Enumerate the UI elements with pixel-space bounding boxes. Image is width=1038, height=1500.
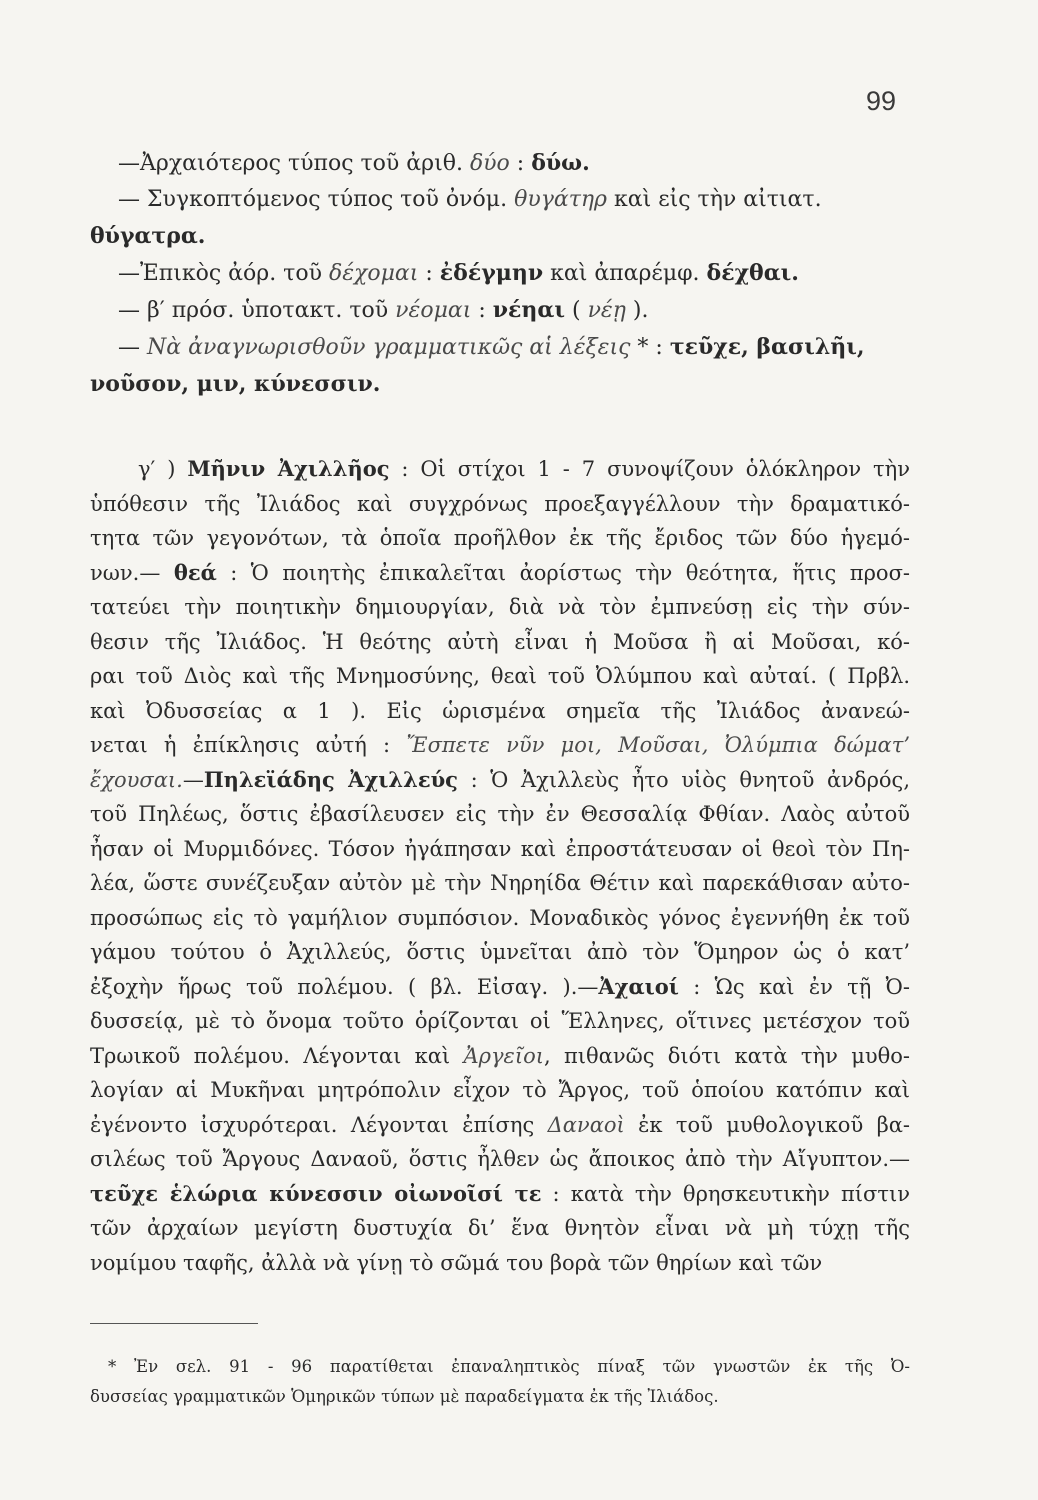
bold-term: νοῦσον, μιν, κύνεσσιν. xyxy=(90,371,381,397)
text-run: τοῦ Πηλέως, ὅστις ἐβασίλευσεν εἰς τὴν ἐν Θεσσαλίᾳ Φθίαν. Λαὸς αὐτοῦ xyxy=(90,802,910,826)
footnote-line: δυσσείας γραμματικῶν Ὁμηρικῶν τύπων μὲ παραδείγματα ἐκ τῆς Ἰλιάδος. xyxy=(90,1387,719,1406)
italic-text: θυγάτηρ xyxy=(514,187,607,212)
text-run: καὶ Ὀδυσσείας α 1 ). Εἰς ὡρισμένα σημεῖα τῆς Ἰλιάδος ἀνανεώ- xyxy=(90,698,910,723)
text-line xyxy=(90,1246,910,1281)
text-line xyxy=(90,694,910,729)
text-line xyxy=(90,1142,910,1177)
text-run: λέα, ὥστε συνέζευξαν αὐτὸν μὲ τὴν Νηρηίδα Θέτιν καὶ παρεκάθισαν αὐτο- xyxy=(90,871,910,895)
text-line xyxy=(90,452,910,487)
text-run: δυσσείᾳ, μὲ τὸ ὄνομα τοῦτο ὁρίζονται οἱ Ἕλληνες, οἵτινες μετέσχον τοῦ xyxy=(90,1009,910,1033)
text-run: νομίμου ταφῆς, ἀλλὰ νὰ γίνῃ τὸ σῶμά του βορὰ τῶν θηρίων καὶ τῶν xyxy=(90,1250,823,1275)
text-line xyxy=(90,625,910,660)
italic-text: νέομαι xyxy=(395,298,472,323)
text-line xyxy=(90,1073,910,1108)
bold-term: δύω. xyxy=(531,150,590,176)
bold-term: θύγατρα. xyxy=(90,223,206,249)
bold-term: τεῦχε ἑλώρια κύνεσσιν οἰωνοῖσί τε xyxy=(90,1180,542,1206)
text-run: τῶν ἀρχαίων μεγίστη δυστυχία δι’ ἕνα θνητὸν εἶναι νὰ μὴ τύχῃ τῆς xyxy=(90,1216,910,1240)
text-line xyxy=(90,366,910,403)
text-run: —Ἐπικὸς ἀόρ. τοῦ xyxy=(118,261,329,286)
text-run: : xyxy=(418,261,440,286)
text-line xyxy=(90,521,910,556)
text-line xyxy=(90,1177,910,1212)
text-line xyxy=(90,329,910,366)
bold-term: νέηαι xyxy=(492,297,565,323)
text-line xyxy=(90,935,910,970)
text-run: — β′ πρόσ. ὑποτακτ. τοῦ xyxy=(118,298,396,323)
text-run: — xyxy=(182,767,204,792)
bold-term: τεῦχε, βασιλῆι, xyxy=(669,334,865,360)
italic-text: δέχομαι xyxy=(328,261,419,286)
text-line xyxy=(90,145,910,182)
text-line xyxy=(90,218,910,255)
bold-term: ἐδέγμην xyxy=(439,260,544,286)
text-run: σιλέως τοῦ Ἄργους Δαναοῦ, ὅστις ἦλθεν ὡς ἄποικος ἀπὸ τὴν Αἴγυπτον.— xyxy=(90,1147,910,1171)
bold-term: θεά xyxy=(173,559,217,585)
text-line xyxy=(90,556,910,591)
text-line xyxy=(90,901,910,936)
text-run: γάμου τούτου ὁ Ἀχιλλεύς, ὅστις ὑμνεῖται ἀπὸ τὸν Ὅμηρον ὡς ὁ κατ’ xyxy=(90,940,910,964)
text-run: : Ὁ Ἀχιλλεὺς ἦτο υἱὸς θνητοῦ ἀνδρός, xyxy=(457,767,910,792)
text-line xyxy=(90,590,910,625)
text-line xyxy=(90,970,910,1005)
text-run: τητα τῶν γεγονότων, τὰ ὁποῖα προῆλθον ἐκ τῆς ἔριδος τῶν δύο ἡγεμό- xyxy=(90,526,910,550)
text-run: * : xyxy=(630,335,670,360)
text-run: νεται ἡ ἐπίκλησις αὐτή : xyxy=(90,733,407,757)
text-run: γ′ ) xyxy=(138,457,188,481)
footnote xyxy=(90,1352,910,1412)
text-run: : xyxy=(471,298,493,323)
text-run: ραι τοῦ Διὸς καὶ τῆς Μνημοσύνης, θεαὶ τοῦ Ὀλύμπου καὶ αὐταί. ( Πρβλ. xyxy=(90,664,910,688)
text-run: : Ὡς καὶ ἐν τῇ Ὀ- xyxy=(678,974,910,999)
text-line xyxy=(90,728,910,763)
text-run: Τρωικοῦ πολέμου. Λέγονται καὶ xyxy=(90,1043,464,1068)
text-line xyxy=(90,1108,910,1143)
text-run: ὑπόθεσιν τῆς Ἰλιάδος καὶ συγχρόνως προεξαγγέλλουν τὴν δραματικό- xyxy=(90,491,910,516)
italic-text: νέῃ xyxy=(587,298,626,323)
text-line xyxy=(90,1211,910,1246)
footnote-line: * Ἐν σελ. 91 - 96 παρατίθεται ἐπαναληπτικὸς πίναξ τῶν γνωστῶν ἐκ τῆς Ὀ- xyxy=(108,1357,910,1376)
text-line xyxy=(90,1004,910,1039)
text-line xyxy=(90,255,910,292)
text-run: τατεύει τὴν ποιητικὴν δημιουργίαν, διὰ νὰ τὸν ἐμπνεύσῃ εἰς τὴν σύν- xyxy=(90,595,910,619)
text-run: —Ἀρχαιότερος τύπος τοῦ ἀριθ. xyxy=(118,151,470,176)
text-line xyxy=(90,659,910,694)
text-run: : Οἱ στίχοι 1 - 7 συνοψίζουν ὁλόκληρον τὴν xyxy=(389,457,911,481)
text-run: ἐγένοντο ἰσχυρότεραι. Λέγονται ἐπίσης xyxy=(90,1112,548,1137)
text-line xyxy=(90,797,910,832)
text-line xyxy=(90,832,910,867)
bold-term: δέχθαι. xyxy=(706,260,799,286)
text-run: θεσιν τῆς Ἰλιάδος. Ἡ θεότης αὐτὴ εἶναι ἡ Μοῦσα ἢ αἱ Μοῦσαι, κό- xyxy=(90,629,910,654)
italic-text: Ἀργεῖοι xyxy=(463,1043,544,1068)
text-run: , πιθανῶς διότι κατὰ τὴν μυθο- xyxy=(543,1043,911,1068)
page-number: 99 xyxy=(866,86,897,116)
italic-text: Ἔσπετε νῦν μοι, Μοῦσαι, Ὀλύμπια δώματ’ xyxy=(406,733,910,757)
text-line xyxy=(90,487,910,522)
text-line xyxy=(90,763,910,798)
italic-text: Νὰ ἀναγνωρισθοῦν γραμματικῶς αἱ λέξεις xyxy=(147,335,631,360)
text-run: ἐκ τοῦ μυθολογικοῦ βα- xyxy=(624,1112,910,1137)
text-line xyxy=(90,866,910,901)
bold-term: Ἀχαιοί xyxy=(598,973,679,999)
italic-text: Δαναοὶ xyxy=(547,1112,625,1137)
commentary-paragraph xyxy=(90,452,910,1280)
text-run: καὶ ἀπαρέμφ. xyxy=(543,261,707,286)
bold-term: Πηλεϊάδης Ἀχιλλεύς xyxy=(203,766,458,792)
bold-term: Μῆνιν Ἀχιλλῆος xyxy=(187,456,390,481)
text-run: προσώπως εἰς τὸ γαμήλιον συμπόσιον. Μοναδικὸς γόνος ἐγεννήθη ἐκ τοῦ xyxy=(90,905,910,930)
exercise-list xyxy=(90,145,910,403)
italic-text: ἔχουσαι. xyxy=(90,767,183,792)
text-run: — xyxy=(118,335,147,360)
text-run: ( xyxy=(564,298,588,323)
italic-text: δύο xyxy=(469,151,510,176)
text-run: : κατὰ τὴν θρησκευτικὴν πίστιν xyxy=(541,1181,910,1206)
text-line xyxy=(90,1039,910,1074)
footnote-divider xyxy=(90,1323,258,1324)
text-line xyxy=(90,182,910,218)
text-run: ἐξοχὴν ἥρως τοῦ πολέμου. ( βλ. Εἰσαγ. ).— xyxy=(90,974,599,999)
text-line xyxy=(90,292,910,329)
text-run: : Ὁ ποιητὴς ἐπικαλεῖται ἀορίστως τὴν θεότητα, ἥτις προσ- xyxy=(216,560,910,585)
text-run: λογίαν αἱ Μυκῆναι μητρόπολιν εἶχον τὸ Ἄργος, τοῦ ὁποίου κατόπιν καὶ xyxy=(90,1078,910,1102)
text-run: καὶ εἰς τὴν αἰτιατ. xyxy=(607,187,822,212)
text-run: ). xyxy=(625,298,649,323)
text-run: — Συγκοπτόμενος τύπος τοῦ ὀνόμ. xyxy=(118,187,515,212)
text-run: ἦσαν οἱ Μυρμιδόνες. Τόσον ἠγάπησαν καὶ ἐπροστάτευσαν οἱ θεοὶ τὸν Πη- xyxy=(90,836,910,861)
text-run: νων.— xyxy=(90,560,174,585)
text-run: : xyxy=(509,151,532,176)
